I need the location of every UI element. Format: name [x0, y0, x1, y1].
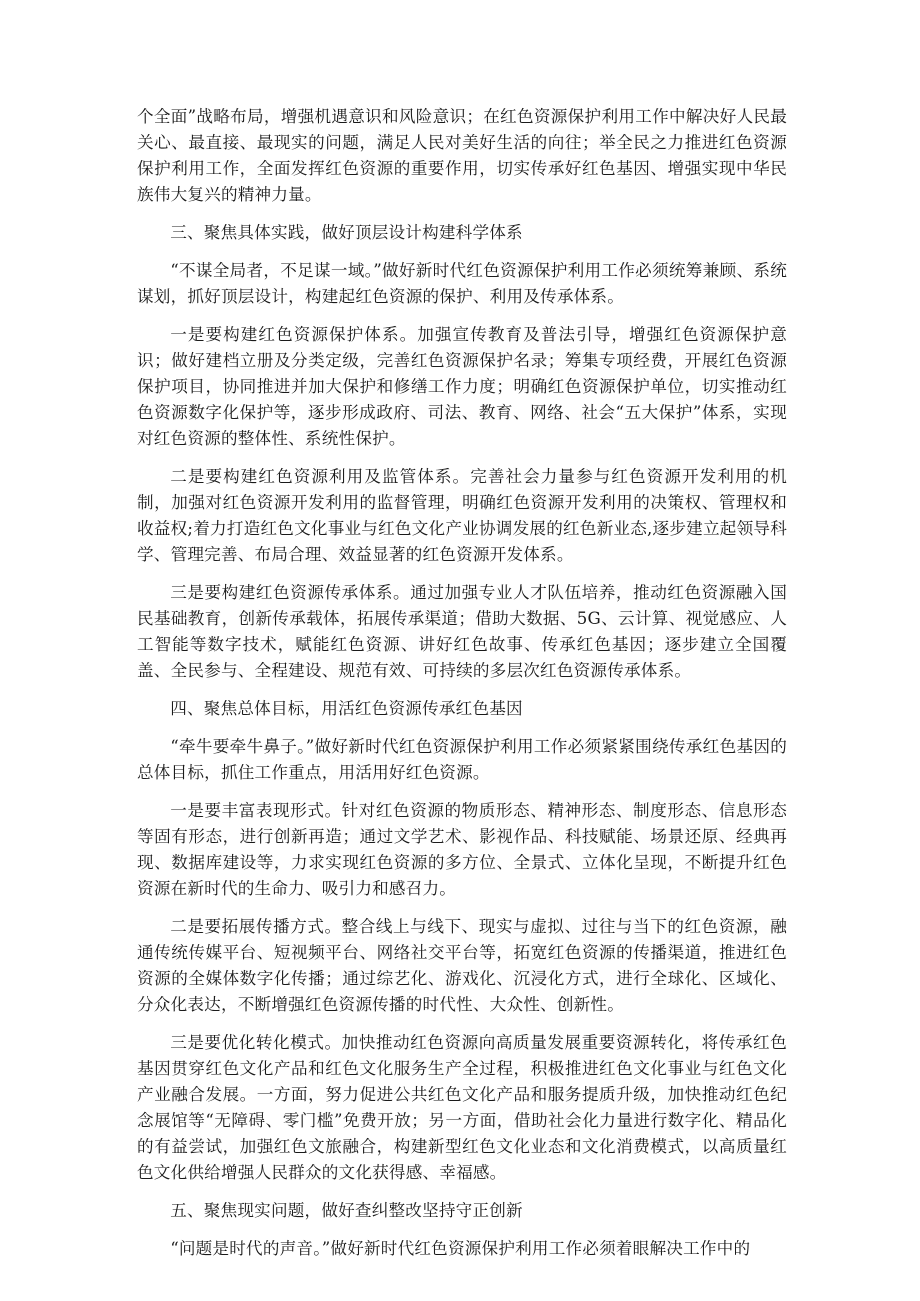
section-heading-5: 五、聚焦现实问题，做好查纠整改坚持守正创新 — [170, 1201, 523, 1220]
paragraph: 三是要构建红色资源传承体系。通过加强专业人才队伍培养，推动红色资源融入国民基础教育，创新传承载体，拓展传承渠道；借助大数据、5G、云计算、视觉感应、人工智能等数字技术，赋能红色资源、讲好红色故事、传承红色基因；逐步建立全国覆盖、全民参与、全程建设、规范有效、可持续的多层次红色资源传承体系。 — [137, 583, 787, 680]
paragraph: “牵牛要牵牛鼻子。”做好新时代红色资源保护利用工作必须紧紧围绕传承红色基因的总体目标，抓住工作重点，用活用好红色资源。 — [137, 737, 787, 782]
paragraph: 一是要丰富表现形式。针对红色资源的物质形态、精神形态、制度形态、信息形态等固有形态，进行创新再造；通过文学艺术、影视作品、科技赋能、场景还原、经典再现、数据库建设等，力求实现红色资源的多方位、全景式、立体化呈现，不断提升红色资源在新时代的生命力、吸引力和感召力。 — [137, 801, 787, 898]
section-heading-4: 四、聚焦总体目标，用活红色资源传承红色基因 — [170, 699, 523, 718]
paragraph: 一是要构建红色资源保护体系。加强宣传教育及普法引导，增强红色资源保护意识；做好建档立册及分类定级，完善红色资源保护名录；筹集专项经费，开展红色资源保护项目，协同推进并加大保护和修缮工作力度；明确红色资源保护单位，切实推动红色资源数字化保护等，逐步形成政府、司法、教育、网络、社会“五大保护”体系，实现对红色资源的整体性、系统性保护。 — [137, 325, 787, 448]
document-page — [137, 104, 787, 1274]
paragraph: 三是要优化转化模式。加快推动红色资源向高质量发展重要资源转化，将传承红色基因贯穿红色文化产品和红色文化服务生产全过程，积极推进红色文化事业与红色文化产业融合发展。一方面，努力促进公共红色文化产品和服务提质升级，加快推动红色纪念展馆等“无障碍、零门槛”免费开放；另一方面，借助社会化力量进行数字化、精品化的有益尝试，加强红色文旅融合，构建新型红色文化业态和文化消费模式，以高质量红色文化供给增强人民群众的文化获得感、幸福感。 — [137, 1033, 787, 1182]
paragraph: 二是要构建红色资源利用及监管体系。完善社会力量参与红色资源开发利用的机制，加强对红色资源开发利用的监督管理，明确红色资源开发利用的决策权、管理权和收益权;着力打造红色文化事业与红色文化产业协调发展的红色新业态,逐步建立起领导科学、管理完善、布局合理、效益显著的红色资源开发体系。 — [137, 467, 787, 564]
paragraph-continuation: 个全面”战略布局，增强机遇意识和风险意识；在红色资源保护利用工作中解决好人民最关心、最直接、最现实的问题，满足人民对美好生活的向往；举全民之力推进红色资源保护利用工作，全面发挥红色资源的重要作用，切实传承好红色基因、增强实现中华民族伟大复兴的精神力量。 — [137, 107, 787, 204]
paragraph: “不谋全局者，不足谋一域。”做好新时代红色资源保护利用工作必须统筹兼顾、系统谋划，抓好顶层设计，构建起红色资源的保护、利用及传承体系。 — [137, 261, 787, 306]
paragraph-truncated: “问题是时代的声音。”做好新时代红色资源保护利用工作必须着眼解决工作中的 — [170, 1239, 751, 1258]
section-heading-3: 三、聚焦具体实践，做好顶层设计构建科学体系 — [170, 223, 523, 242]
paragraph: 二是要拓展传播方式。整合线上与线下、现实与虚拟、过往与当下的红色资源，融通传统传媒平台、短视频平台、网络社交平台等，拓宽红色资源的传播渠道，推进红色资源的全媒体数字化传播；通过综艺化、游戏化、沉浸化方式，进行全球化、区域化、分众化表达，不断增强红色资源传播的时代性、大众性、创新性。 — [137, 917, 787, 1014]
